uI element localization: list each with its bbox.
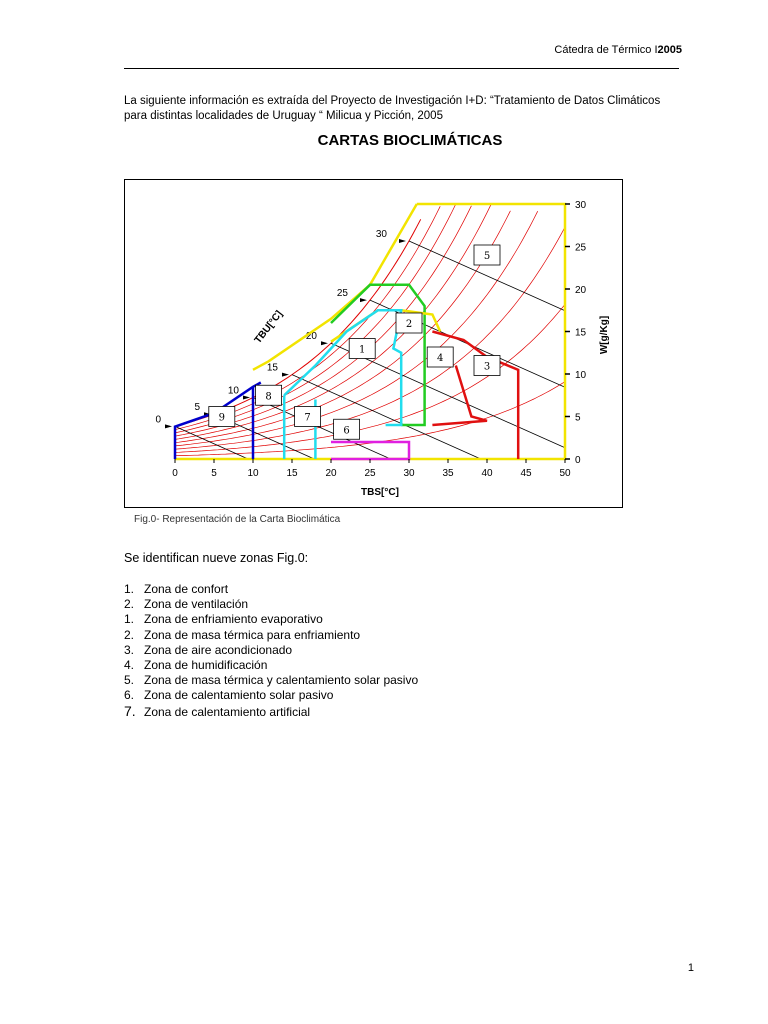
zone-number-label: 4 — [437, 353, 444, 364]
zone-label: Zona de humidificación — [144, 658, 268, 673]
zone-list-item — [124, 704, 418, 720]
zone-list-item — [124, 673, 418, 688]
y-tick-label: 15 — [575, 327, 587, 339]
saturation-curve — [175, 219, 421, 426]
x-tick-label: 20 — [325, 468, 337, 479]
zone-number-label: 2 — [405, 319, 413, 330]
wet-bulb-arrow — [321, 341, 328, 345]
wet-bulb-arrow — [282, 373, 289, 377]
zone-number: 1. — [124, 612, 135, 627]
zone-label: Zona de calentamiento artificial — [144, 704, 311, 719]
zone-outline-magenta — [331, 442, 409, 459]
header-year: 2005 — [657, 44, 682, 56]
page-number: 1 — [687, 962, 694, 974]
zone-label: Zona de confort — [144, 582, 229, 596]
zone-number: 6. — [124, 688, 135, 703]
wet-bulb-arrow — [399, 239, 406, 243]
zone-number-label: 7 — [304, 412, 311, 424]
wet-bulb-axis-label: TBU[°C] — [252, 308, 286, 346]
page-title: CARTAS BIOCLIMÁTICAS — [317, 132, 503, 149]
zone-list-item — [124, 643, 418, 658]
wet-bulb-line — [253, 398, 391, 460]
y-tick-label: 20 — [575, 285, 587, 296]
zone-number: 2. — [124, 597, 135, 612]
wet-bulb-tick-label: 5 — [194, 402, 200, 414]
zone-list-item — [124, 628, 418, 643]
zone-list — [124, 582, 418, 720]
zone-number-label: 9 — [218, 412, 225, 424]
x-tick-label: 0 — [172, 468, 178, 479]
wet-bulb-tick-label: 20 — [305, 331, 317, 343]
wet-bulb-tick-label: 0 — [155, 414, 161, 426]
zone-label: Zona de masa térmica para enfriamiento — [144, 627, 361, 642]
x-tick-label: 5 — [211, 468, 217, 479]
zone-label: Zona de ventilación — [144, 597, 249, 612]
zone-list-item — [124, 658, 418, 673]
x-axis-label: TBS[°C] — [361, 487, 399, 498]
running-header — [554, 44, 682, 56]
x-tick-label: 15 — [286, 468, 298, 479]
x-tick-label: 50 — [559, 468, 571, 479]
rh-curve — [175, 206, 471, 436]
wet-bulb-tick-label: 25 — [336, 288, 348, 300]
y-tick-label: 25 — [575, 242, 587, 254]
zone-list-item — [124, 612, 418, 627]
zone-number-label: 6 — [343, 425, 350, 437]
y-tick-label: 5 — [575, 412, 581, 424]
zone-list-item — [124, 597, 418, 612]
zone-label: Zona de masa térmica y calentamiento solar pasivo — [144, 673, 419, 688]
wet-bulb-tick-label: 10 — [227, 385, 239, 397]
x-tick-label: 30 — [403, 468, 415, 479]
wet-bulb-tick-label: 30 — [375, 228, 387, 240]
figure-caption: Fig.0- Representación de la Carta Bioclimática — [134, 514, 341, 525]
zone-number-label: 5 — [483, 251, 491, 262]
zone-number: 5. — [124, 673, 135, 688]
zone-number: 4. — [124, 658, 135, 673]
zone-list-item — [124, 582, 418, 597]
y-tick-label: 0 — [575, 455, 581, 466]
zone-list-item — [124, 688, 418, 703]
x-tick-label: 40 — [481, 468, 493, 479]
zone-number-label: 3 — [483, 361, 491, 373]
zone-number: 1. — [124, 582, 135, 596]
intro-paragraph: La siguiente información es extraída del Proyecto de Investigación I+D: “Tratamiento de Datos Climáticos para distintas localidades de Uruguay “ Milicua y Picción, 2005 — [124, 95, 661, 122]
wet-bulb-tick-label: 15 — [266, 362, 278, 374]
y-axis-label: W[g/Kg] — [599, 315, 610, 355]
y-tick-label: 10 — [575, 370, 587, 381]
zone-number: 3. — [124, 642, 135, 657]
x-tick-label: 35 — [442, 468, 454, 479]
bioclimatic-chart-figure — [124, 179, 623, 508]
zone-label: Zona de enfriamiento evaporativo — [144, 612, 323, 627]
zone-number: 2. — [124, 627, 135, 642]
y-tick-label: 30 — [575, 200, 587, 211]
x-tick-label: 10 — [247, 468, 259, 479]
x-tick-label: 45 — [520, 468, 532, 479]
zone-number-label: 8 — [265, 391, 272, 403]
zone-number: 7. — [124, 702, 136, 719]
rh-curve — [175, 304, 565, 452]
psychrometric-chart — [125, 180, 624, 509]
wet-bulb-arrow — [360, 298, 367, 302]
zone-label: Zona de calentamiento solar pasivo — [144, 688, 334, 703]
zone-label: Zona de aire acondicionado — [144, 642, 293, 657]
x-tick-label: 25 — [364, 468, 376, 479]
header-text: Cátedra de Térmico I — [554, 44, 658, 56]
header-rule — [124, 68, 679, 69]
zone-number-label: 1 — [359, 344, 366, 356]
wet-bulb-arrow — [165, 424, 172, 428]
zones-intro: Se identifican nueve zonas Fig.0: — [124, 551, 309, 565]
